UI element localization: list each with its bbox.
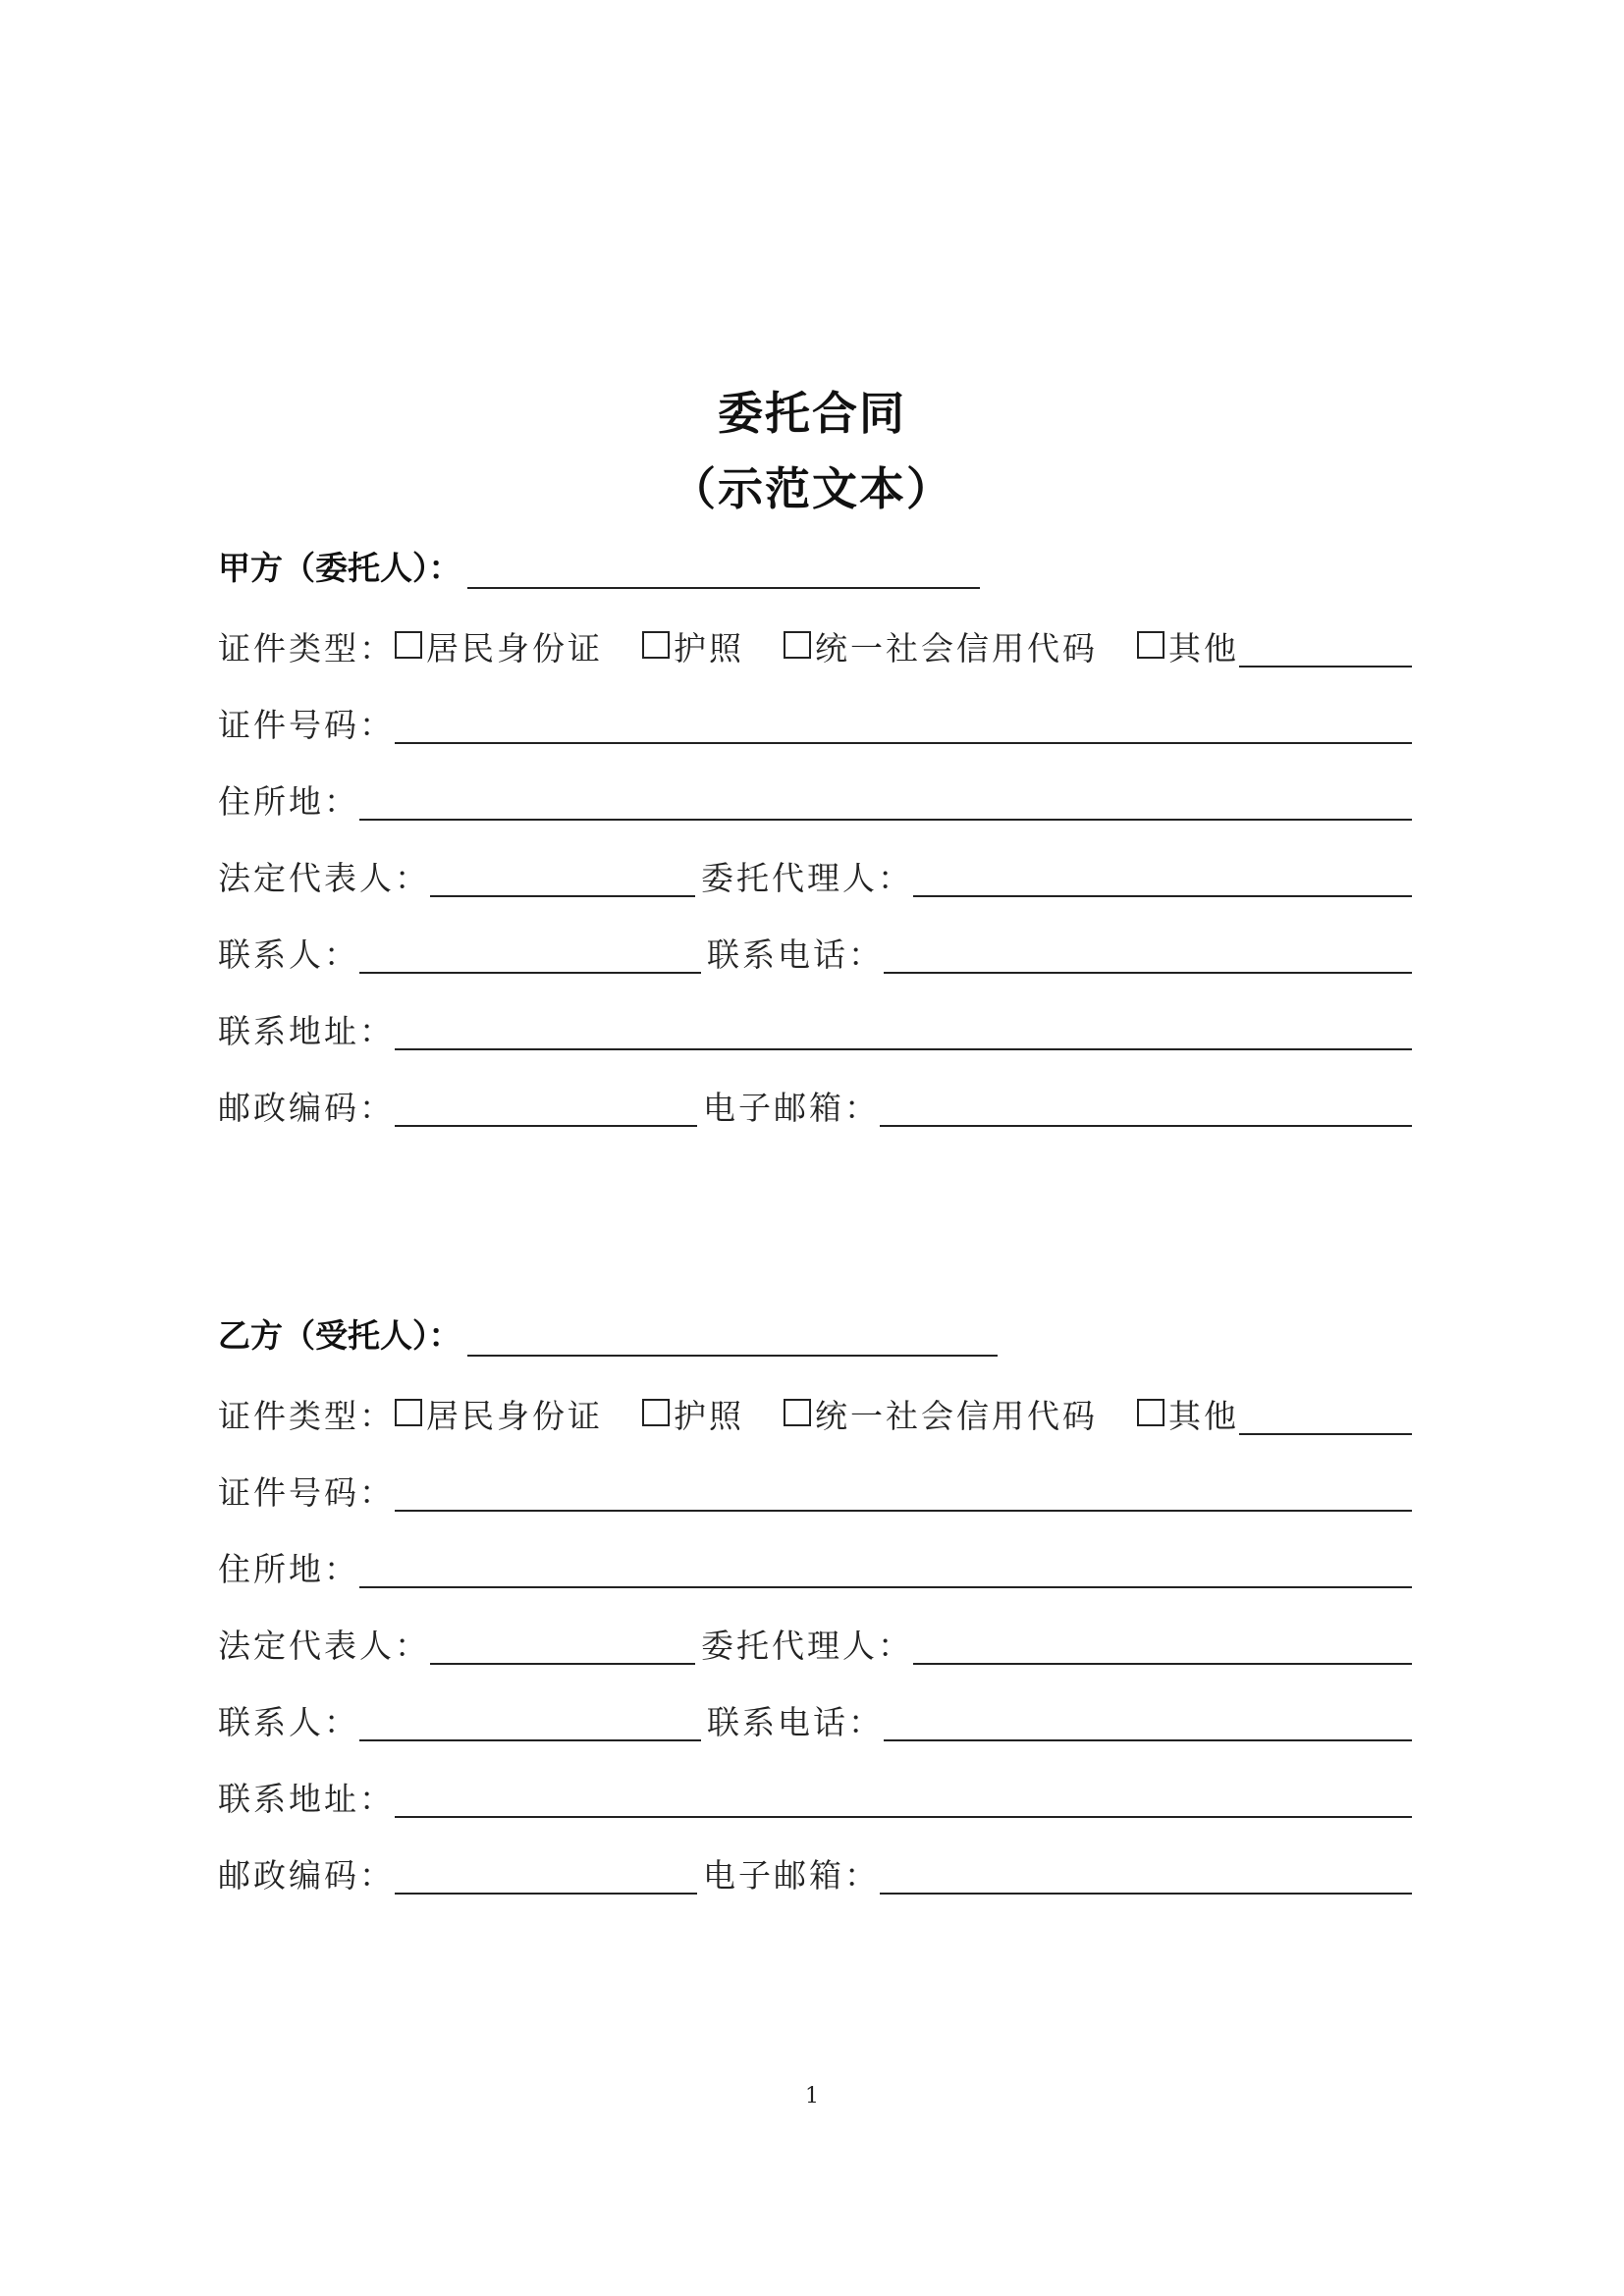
contact-address-field[interactable] — [395, 1777, 1412, 1818]
option-resident-id[interactable]: 居民身份证 — [395, 623, 603, 669]
phone-field[interactable] — [884, 933, 1412, 974]
email-label: 电子邮箱： — [703, 1856, 880, 1895]
option-passport[interactable]: 护照 — [642, 623, 744, 669]
checkbox-icon[interactable] — [784, 1399, 811, 1426]
party-a-contact-row — [218, 925, 1412, 976]
legal-rep-label: 法定代表人： — [218, 1627, 430, 1665]
phone-label: 联系电话： — [707, 935, 884, 974]
option-credit-code[interactable]: 统一社会信用代码 — [784, 623, 1098, 669]
other-id-type-field[interactable] — [1239, 1394, 1412, 1435]
party-a-id-number-row — [218, 695, 1412, 746]
party-b-heading — [218, 1306, 998, 1357]
address-field[interactable] — [359, 779, 1412, 821]
party-a-name-field[interactable] — [467, 548, 980, 589]
document-title: 委托合同 — [718, 387, 906, 440]
party-b-id-number-row — [218, 1463, 1412, 1514]
party-a-id-type-row — [218, 618, 1412, 669]
option-other[interactable]: 其他 — [1137, 1391, 1239, 1437]
party-a-postal-row — [218, 1078, 1412, 1129]
party-b-contact-row — [218, 1692, 1412, 1743]
party-a-representative-row — [218, 848, 1412, 899]
phone-label: 联系电话： — [707, 1703, 884, 1741]
party-b-address-row — [218, 1539, 1412, 1590]
agent-label: 委托代理人： — [701, 859, 913, 897]
party-b-postal-row — [218, 1845, 1412, 1896]
party-b-id-type-row — [218, 1386, 1412, 1437]
agent-field[interactable] — [913, 1624, 1412, 1665]
page-number: 1 — [805, 2084, 819, 2109]
checkbox-icon[interactable] — [1137, 1399, 1164, 1426]
checkbox-icon[interactable] — [1137, 631, 1164, 659]
party-b-name-field[interactable] — [467, 1315, 998, 1357]
email-label: 电子邮箱： — [703, 1089, 880, 1127]
checkbox-icon[interactable] — [642, 1399, 670, 1426]
party-b-contact-address-row — [218, 1769, 1412, 1820]
option-passport[interactable]: 护照 — [642, 1391, 744, 1437]
checkbox-icon[interactable] — [784, 631, 811, 659]
id-type-label: 证件类型： — [218, 1397, 395, 1435]
legal-rep-field[interactable] — [430, 1624, 695, 1665]
checkbox-icon[interactable] — [642, 631, 670, 659]
contact-label: 联系人： — [218, 935, 359, 974]
party-a-label: 甲方（委托人）： — [218, 549, 461, 587]
phone-field[interactable] — [884, 1700, 1412, 1741]
postal-code-field[interactable] — [395, 1086, 697, 1127]
option-resident-id[interactable]: 居民身份证 — [395, 1391, 603, 1437]
option-credit-code[interactable]: 统一社会信用代码 — [784, 1391, 1098, 1437]
contact-address-label: 联系地址： — [218, 1780, 395, 1818]
contact-address-label: 联系地址： — [218, 1012, 395, 1050]
email-field[interactable] — [880, 1853, 1412, 1895]
id-number-label: 证件号码： — [218, 1473, 395, 1512]
document-subtitle: （示范文本） — [671, 462, 953, 515]
contact-label: 联系人： — [218, 1703, 359, 1741]
party-b-label: 乙方（受托人）： — [218, 1316, 461, 1355]
party-a-heading — [218, 538, 980, 589]
checkbox-icon[interactable] — [395, 631, 422, 659]
postal-code-label: 邮政编码： — [218, 1089, 395, 1127]
checkbox-icon[interactable] — [395, 1399, 422, 1426]
legal-rep-field[interactable] — [430, 856, 695, 897]
agent-field[interactable] — [913, 856, 1412, 897]
id-number-label: 证件号码： — [218, 706, 395, 744]
id-type-label: 证件类型： — [218, 629, 395, 667]
contact-address-field[interactable] — [395, 1009, 1412, 1050]
address-label: 住所地： — [218, 782, 359, 821]
legal-rep-label: 法定代表人： — [218, 859, 430, 897]
address-label: 住所地： — [218, 1550, 359, 1588]
agent-label: 委托代理人： — [701, 1627, 913, 1665]
contact-field[interactable] — [359, 1700, 701, 1741]
postal-code-field[interactable] — [395, 1853, 697, 1895]
party-a-address-row — [218, 772, 1412, 823]
id-number-field[interactable] — [395, 703, 1412, 744]
party-b-representative-row — [218, 1616, 1412, 1667]
id-number-field[interactable] — [395, 1470, 1412, 1512]
party-a-contact-address-row — [218, 1001, 1412, 1052]
option-other[interactable]: 其他 — [1137, 623, 1239, 669]
other-id-type-field[interactable] — [1239, 626, 1412, 667]
contact-field[interactable] — [359, 933, 701, 974]
email-field[interactable] — [880, 1086, 1412, 1127]
postal-code-label: 邮政编码： — [218, 1856, 395, 1895]
address-field[interactable] — [359, 1547, 1412, 1588]
